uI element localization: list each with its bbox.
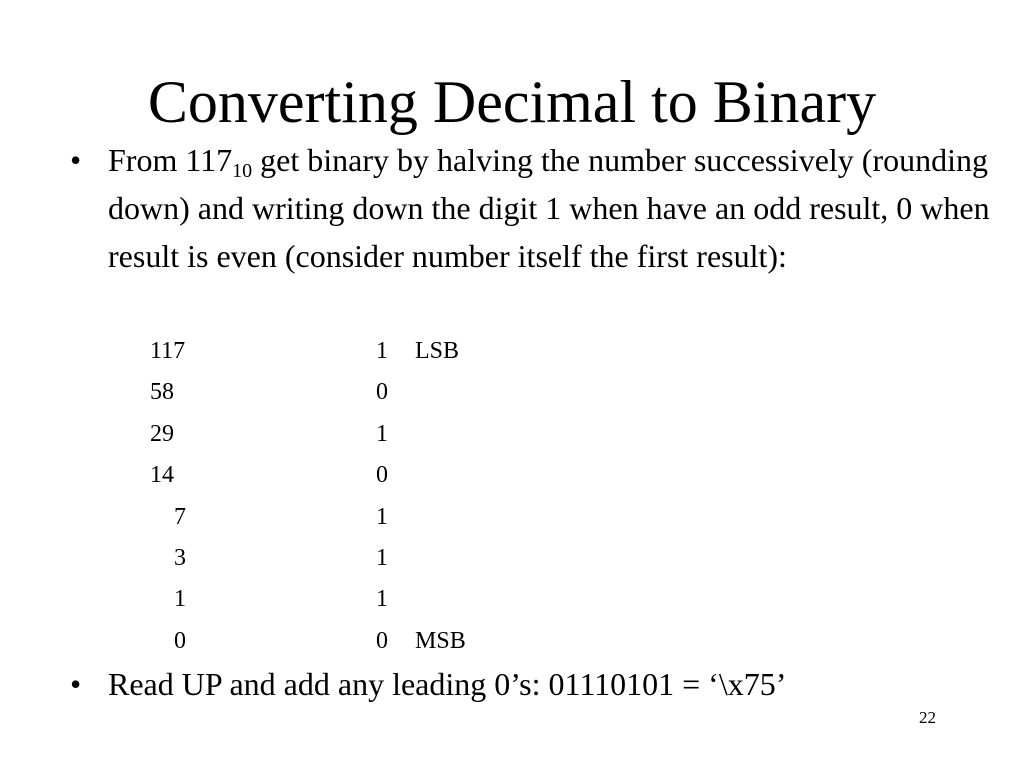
- binary-digit: 1: [376, 503, 388, 530]
- binary-digit: 1: [376, 420, 388, 447]
- bit-label-msb: MSB: [415, 627, 466, 654]
- base-subscript: 10: [232, 160, 253, 182]
- bullet-text-rest: get binary by halving the number successively (rounding down) and writing down the digit 1 when have an odd result, 0 when result is even (consider number itself the first result):: [108, 142, 990, 274]
- bullet-point-halving-method: [70, 136, 990, 280]
- bullet-text: [108, 136, 990, 280]
- slide-number: 22: [919, 708, 936, 727]
- decimal-value: 1: [174, 586, 186, 613]
- slide-title: Converting Decimal to Binary: [147, 69, 877, 135]
- decimal-value: 58: [150, 379, 174, 406]
- binary-digit: 0: [376, 379, 388, 406]
- binary-digit: 1: [376, 338, 388, 364]
- decimal-value: 29: [150, 420, 174, 447]
- bit-label-lsb: LSB: [415, 338, 460, 364]
- decimal-value: 0: [174, 627, 186, 654]
- binary-digit: 1: [376, 586, 388, 613]
- binary-digit: 0: [376, 627, 388, 654]
- binary-digit: 1: [376, 544, 388, 571]
- bullet-text: Read UP and add any leading 0’s: 01110101 = ‘\x75’: [108, 666, 787, 702]
- bullet-text-prefix: From 117: [108, 142, 233, 178]
- decimal-value: 117: [150, 338, 186, 364]
- bullet-marker: •: [70, 142, 82, 178]
- decimal-value: 14: [150, 462, 174, 489]
- bullet-point-read-up: [70, 660, 990, 708]
- decimal-value: 7: [174, 503, 186, 530]
- binary-digit: 0: [376, 462, 388, 489]
- bullet-marker: •: [70, 666, 82, 702]
- decimal-value: 3: [174, 544, 186, 571]
